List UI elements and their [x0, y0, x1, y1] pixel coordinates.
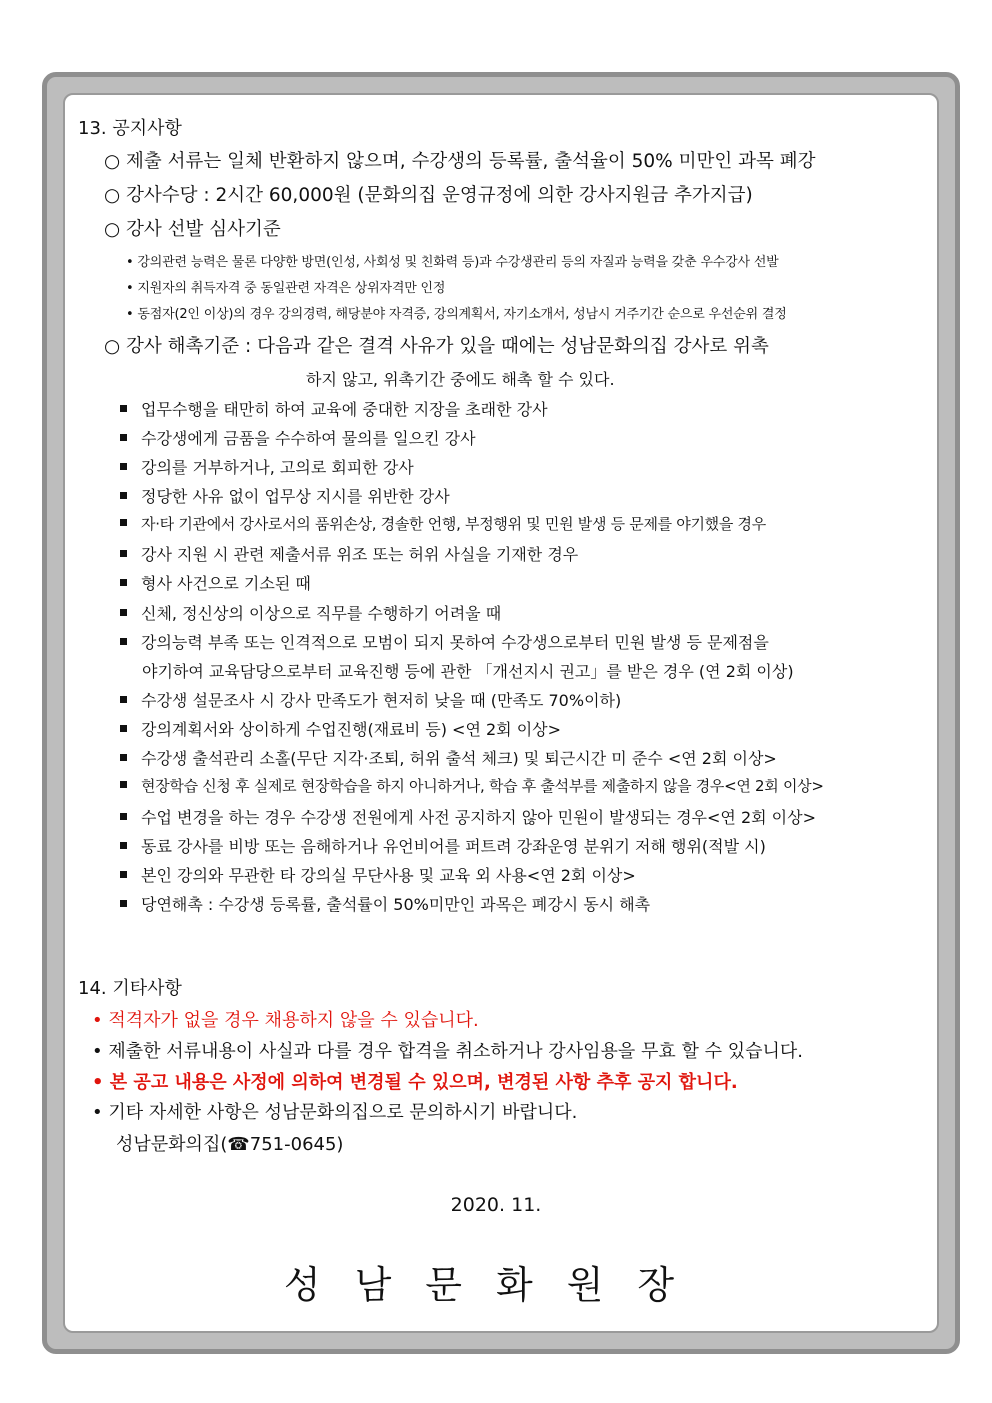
dismissal-item: 정당한 사유 없이 업무상 지시를 위반한 강사: [120, 484, 450, 507]
square-bullet-icon: [120, 725, 127, 732]
notice-item-2: ○ 강사수당 : 2시간 60,000원 (문화의집 운영규정에 의한 강사지원금 추가지급): [104, 185, 753, 206]
square-bullet-icon: [120, 492, 127, 499]
section-13-title: 13. 공지사항: [78, 118, 182, 139]
square-bullet-icon: [120, 463, 127, 470]
notice-item-4: ○ 강사 해촉기준 : 다음과 같은 결격 사유가 있을 때에는 성남문화의집 강사로 위촉: [104, 336, 769, 357]
dismissal-item: 수강생 출석관리 소홀(무단 지각·조퇴, 허위 출석 체크) 및 퇴근시간 미 준수 <연 2회 이상>: [120, 746, 777, 769]
dismissal-item-continuation: 야기하여 교육담당으로부터 교육진행 등에 관한 「개선지시 권고」를 받은 경우 (연 2회 이상): [142, 662, 794, 681]
dismissal-item: 업무수행을 태만히 하여 교육에 중대한 지장을 초래한 강사: [120, 397, 548, 420]
square-bullet-icon: [120, 754, 127, 761]
square-bullet-icon: [120, 579, 127, 586]
square-bullet-icon: [120, 609, 127, 616]
contact-line: 성남문화의집(☎751-0645): [116, 1134, 344, 1155]
dismissal-item: 수강생 설문조사 시 강사 만족도가 현저히 낮을 때 (만족도 70%이하): [120, 688, 621, 711]
dismissal-item: 강의계획서와 상이하게 수업진행(재료비 등) <연 2회 이상>: [120, 717, 561, 740]
dismissal-item: 현장학습 신청 후 실제로 현장학습을 하지 아니하거나, 학습 후 출석부를 제출하지 않을 경우<연 2회 이상>: [120, 775, 824, 796]
square-bullet-icon: [120, 781, 127, 788]
dismissal-item: 본인 강의와 무관한 타 강의실 무단사용 및 교육 외 사용<연 2회 이상>: [120, 863, 636, 886]
dismissal-item: 자·타 기관에서 강사로서의 품위손상, 경솔한 언행, 부정행위 및 민원 발생 등 문제를 야기했을 경우: [120, 513, 766, 534]
other-note-1: • 적격자가 없을 경우 채용하지 않을 수 있습니다.: [92, 1010, 479, 1031]
dismissal-item: 수업 변경을 하는 경우 수강생 전원에게 사전 공지하지 않아 민원이 발생되는 경우<연 2회 이상>: [120, 805, 816, 828]
criteria-2: • 지원자의 취득자격 중 동일관련 자격은 상위자격만 인정: [126, 281, 446, 296]
dismissal-item: 수강생에게 금품을 수수하여 물의를 일으킨 강사: [120, 426, 476, 449]
square-bullet-icon: [120, 434, 127, 441]
dismissal-item: 동료 강사를 비방 또는 음해하거나 유언비어를 퍼트려 강좌운영 분위기 저해 행위(적발 시): [120, 834, 766, 857]
square-bullet-icon: [120, 550, 127, 557]
document-date: 2020. 11.: [450, 1194, 542, 1216]
dismissal-item: 신체, 정신상의 이상으로 직무를 수행하기 어려울 때: [120, 601, 501, 624]
dismissal-item: 강의능력 부족 또는 인격적으로 모범이 되지 못하여 수강생으로부터 민원 발생 등 문제점을: [120, 630, 769, 653]
square-bullet-icon: [120, 813, 127, 820]
other-note-3: • 본 공고 내용은 사정에 의하여 변경될 수 있으며, 변경된 사항 추후 공지 합니다.: [92, 1072, 738, 1093]
signature-title: 성남문화원장: [283, 1263, 709, 1307]
square-bullet-icon: [120, 842, 127, 849]
section-14-title: 14. 기타사항: [78, 978, 182, 999]
square-bullet-icon: [120, 900, 127, 907]
criteria-3: • 동점자(2인 이상)의 경우 강의경력, 해당분야 자격증, 강의계획서, 자기소개서, 성남시 거주기간 순으로 우선순위 결정: [126, 307, 787, 322]
notice-item-4-cont: 하지 않고, 위촉기간 중에도 해촉 할 수 있다.: [306, 370, 615, 389]
criteria-1: • 강의관련 능력은 물론 다양한 방면(인성, 사회성 및 친화력 등)과 수강생관리 등의 자질과 능력을 갖춘 우수강사 선발: [126, 255, 779, 270]
other-note-4: • 기타 자세한 사항은 성남문화의집으로 문의하시기 바랍니다.: [92, 1102, 578, 1123]
square-bullet-icon: [120, 638, 127, 645]
notice-item-3: ○ 강사 선발 심사기준: [104, 219, 281, 240]
other-note-2: • 제출한 서류내용이 사실과 다를 경우 합격을 취소하거나 강사임용을 무효 할 수 있습니다.: [92, 1041, 803, 1062]
square-bullet-icon: [120, 519, 127, 526]
square-bullet-icon: [120, 405, 127, 412]
dismissal-item: 당연해촉 : 수강생 등록률, 출석률이 50%미만인 과목은 폐강시 동시 해촉: [120, 892, 650, 915]
dismissal-item: 형사 사건으로 기소된 때: [120, 571, 311, 594]
dismissal-item: 강의를 거부하거나, 고의로 회피한 강사: [120, 455, 414, 478]
square-bullet-icon: [120, 696, 127, 703]
dismissal-item: 강사 지원 시 관련 제출서류 위조 또는 허위 사실을 기재한 경우: [120, 542, 578, 565]
notice-item-1: ○ 제출 서류는 일체 반환하지 않으며, 수강생의 등록률, 출석율이 50% 미만인 과목 폐강: [104, 151, 816, 172]
square-bullet-icon: [120, 871, 127, 878]
